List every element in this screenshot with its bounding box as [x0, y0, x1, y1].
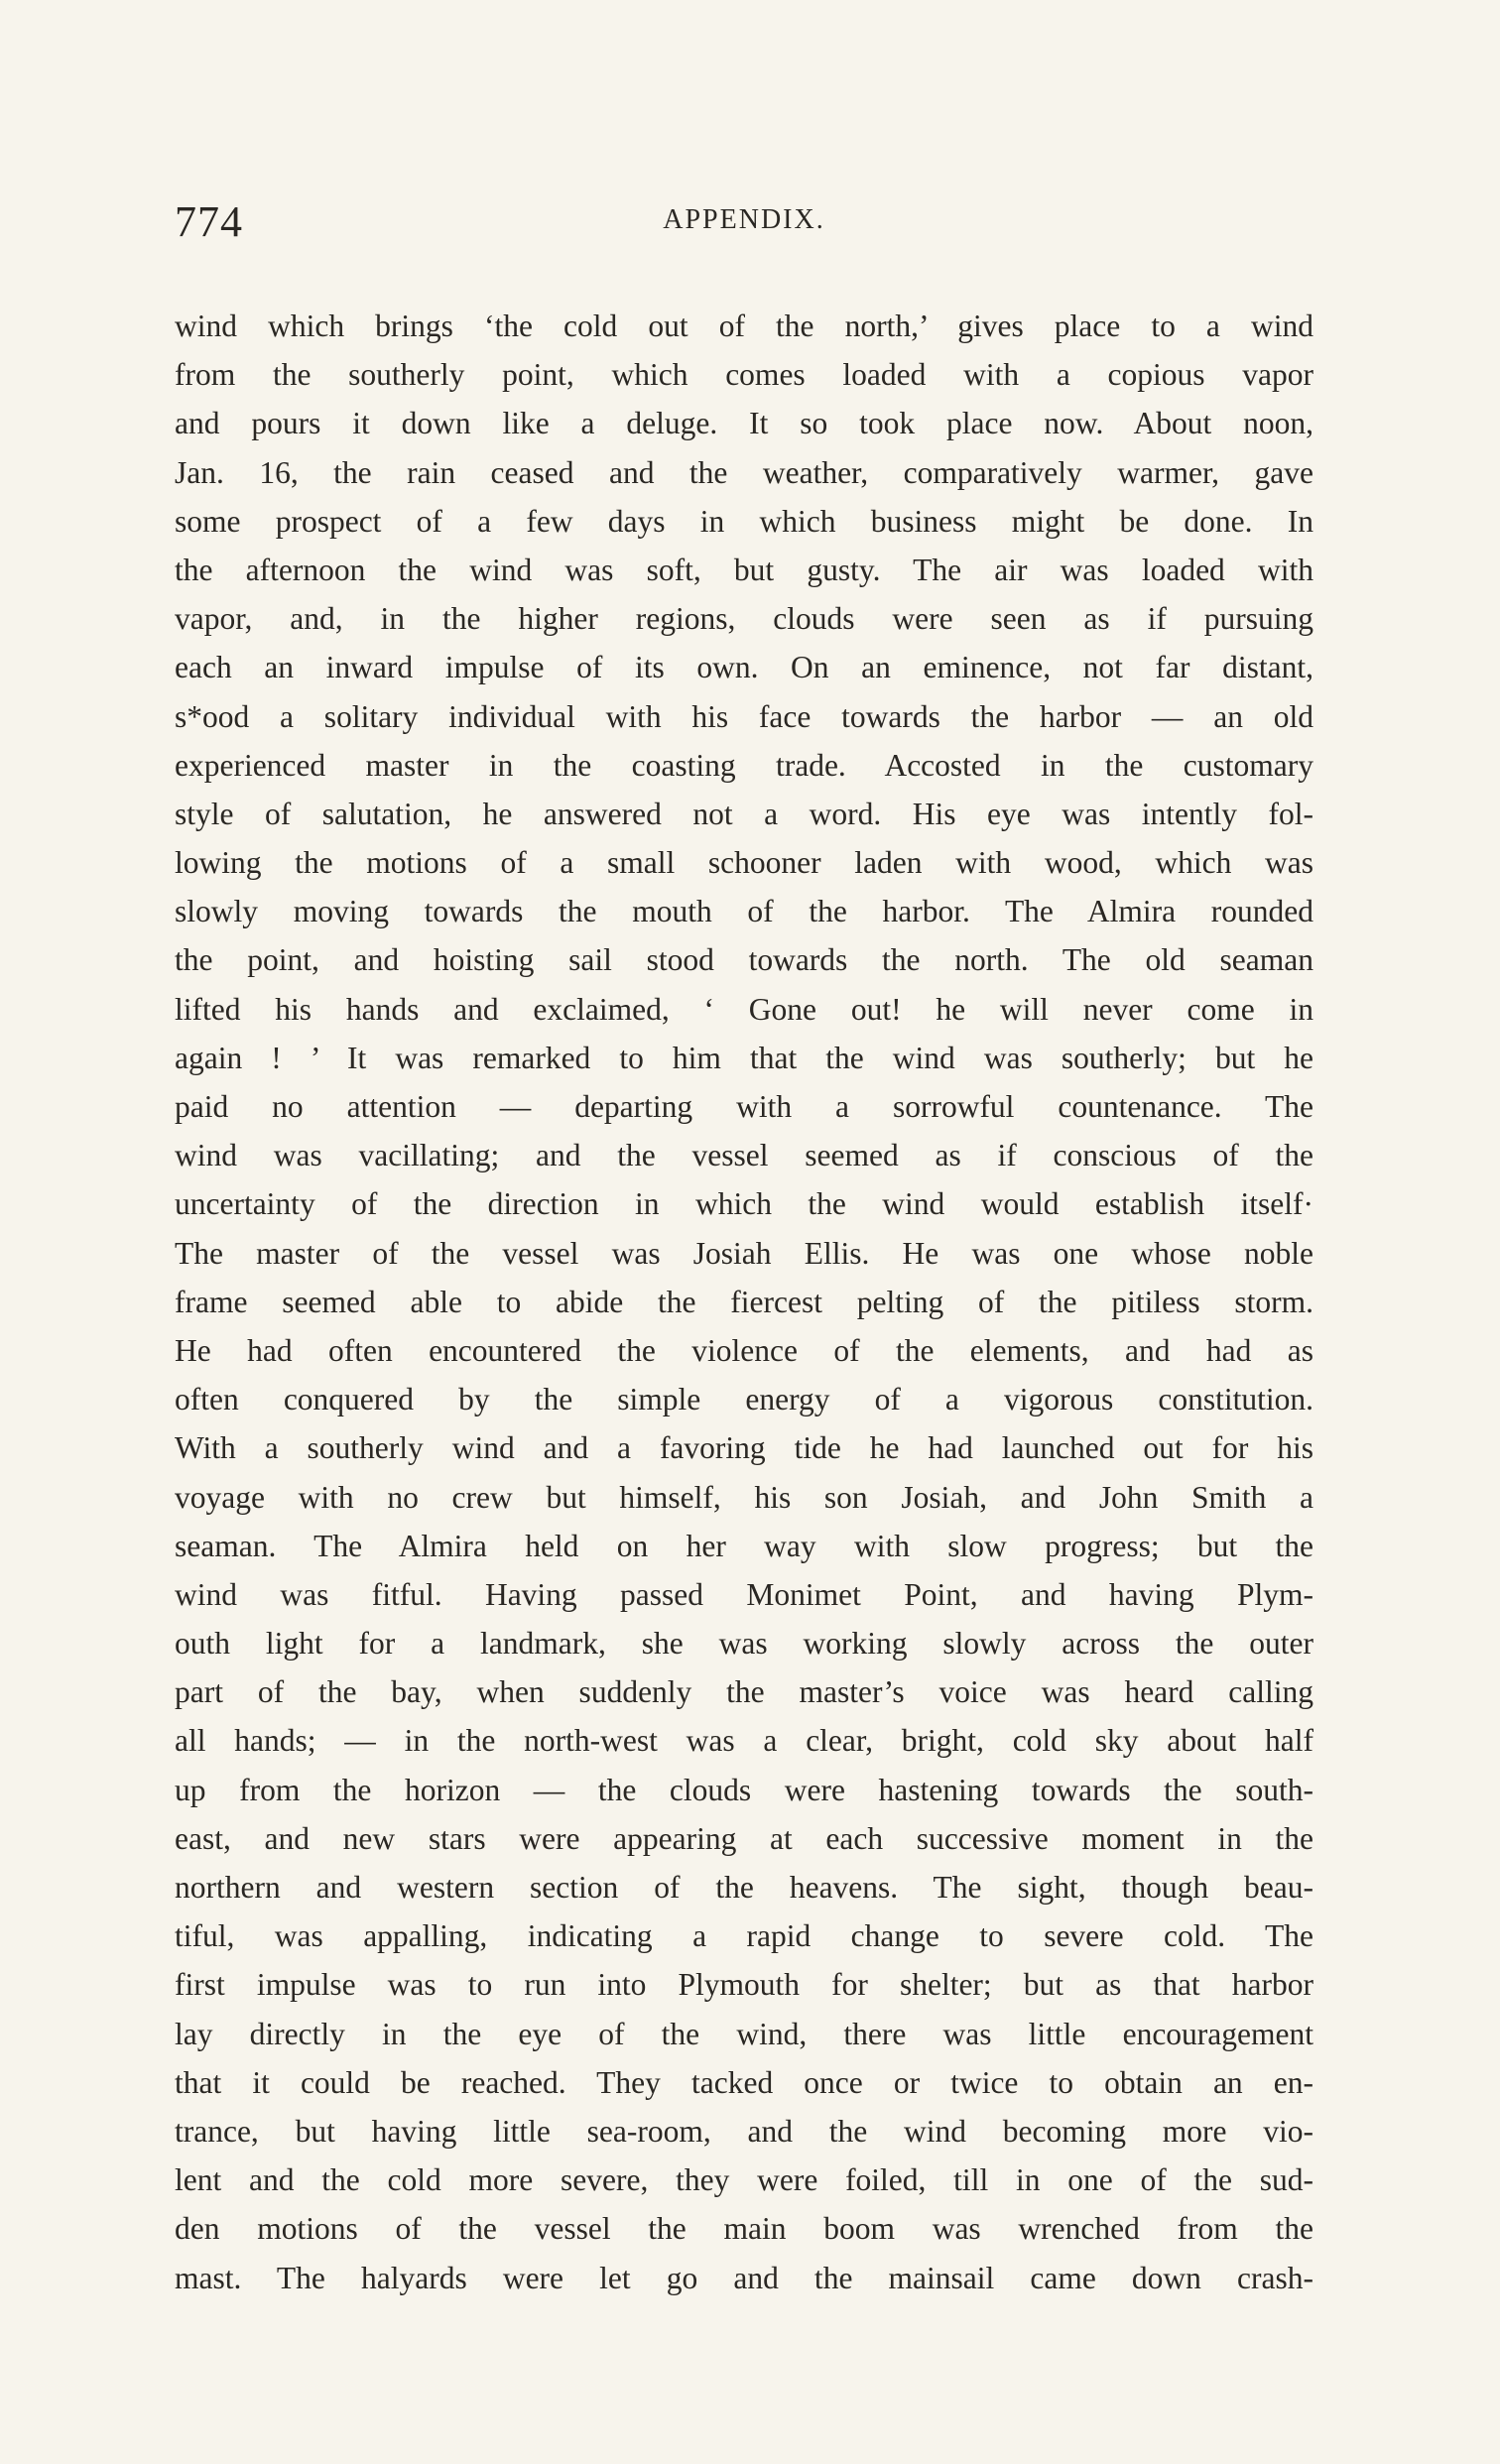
text-line: northern and western section of the heavens. The sight, though beau- [175, 1870, 1313, 1905]
text-line: that it could be reached. They tacked once or twice to obtain an en- [175, 2064, 1313, 2100]
text-line: He had often encountered the violence of the elements, and had as [175, 1332, 1313, 1368]
text-line: tiful, was appalling, indicating a rapid change to severe cold. The [175, 1918, 1313, 1954]
text-line: often conquered by the simple energy of a vigorous constitution. [175, 1382, 1313, 1417]
text-line: style of salutation, he answered not a word. His eye was intently fol- [175, 796, 1313, 831]
text-line: den motions of the vessel the main boom was wrenched from the [175, 2211, 1313, 2247]
text-line: The master of the vessel was Josiah Ellis. He was one whose noble [175, 1235, 1313, 1271]
page-header [175, 196, 1313, 256]
text-line: the afternoon the wind was soft, but gusty. The air was loaded with [175, 552, 1313, 587]
page-number: 774 [175, 197, 243, 246]
text-line: paid no attention — departing with a sorrowful countenance. The [175, 1089, 1313, 1124]
text-line: slowly moving towards the mouth of the harbor. The Almira rounded [175, 894, 1313, 929]
text-line: frame seemed able to abide the fiercest pelting of the pitiless storm. [175, 1284, 1313, 1319]
text-line: wind was fitful. Having passed Monimet Point, and having Plym- [175, 1576, 1313, 1612]
running-head: APPENDIX. [663, 204, 825, 235]
text-line: mast. The halyards were let go and the mainsail came down crash- [175, 2260, 1313, 2295]
text-line: s*ood a solitary individual with his face towards the harbor — an old [175, 698, 1313, 734]
text-line: the point, and hoisting sail stood towards the north. The old seaman [175, 942, 1313, 978]
text-line: voyage with no crew but himself, his son Josiah, and John Smith a [175, 1479, 1313, 1515]
body-text [175, 302, 1313, 2302]
text-line: all hands; — in the north-west was a clear, bright, cold sky about half [175, 1723, 1313, 1759]
text-line: Jan. 16, the rain ceased and the weather, comparatively warmer, gave [175, 454, 1313, 490]
text-line: vapor, and, in the higher regions, clouds were seen as if pursuing [175, 601, 1313, 637]
text-line: part of the bay, when suddenly the master’s voice was heard calling [175, 1674, 1313, 1710]
text-line: wind was vacillating; and the vessel seemed as if conscious of the [175, 1138, 1313, 1173]
text-line: wind which brings ‘the cold out of the north,’ gives place to a wind [175, 308, 1313, 343]
text-line: east, and new stars were appearing at each successive moment in the [175, 1820, 1313, 1856]
text-line: lay directly in the eye of the wind, there was little encouragement [175, 2016, 1313, 2051]
text-line: outh light for a landmark, she was working slowly across the outer [175, 1626, 1313, 1662]
text-line: lowing the motions of a small schooner laden with wood, which was [175, 845, 1313, 881]
text-line: some prospect of a few days in which business might be done. In [175, 503, 1313, 539]
text-line: experienced master in the coasting trade. Accosted in the customary [175, 747, 1313, 783]
text-line: uncertainty of the direction in which the wind would establish itself· [175, 1186, 1313, 1222]
text-line: lifted his hands and exclaimed, ‘ Gone out! he will never come in [175, 991, 1313, 1027]
text-line: seaman. The Almira held on her way with slow progress; but the [175, 1528, 1313, 1563]
text-line: each an inward impulse of its own. On an eminence, not far distant, [175, 650, 1313, 685]
text-line: first impulse was to run into Plymouth for shelter; but as that harbor [175, 1967, 1313, 2003]
text-line: from the southerly point, which comes loaded with a copious vapor [175, 357, 1313, 393]
text-line: and pours it down like a deluge. It so took place now. About noon, [175, 406, 1313, 441]
text-line: again ! ’ It was remarked to him that the wind was southerly; but he [175, 1040, 1313, 1075]
text-line: up from the horizon — the clouds were hastening towards the south- [175, 1772, 1313, 1807]
text-line: trance, but having little sea-room, and the wind becoming more vio- [175, 2113, 1313, 2149]
text-line: With a southerly wind and a favoring tide he had launched out for his [175, 1430, 1313, 1466]
text-line: lent and the cold more severe, they were foiled, till in one of the sud- [175, 2162, 1313, 2198]
